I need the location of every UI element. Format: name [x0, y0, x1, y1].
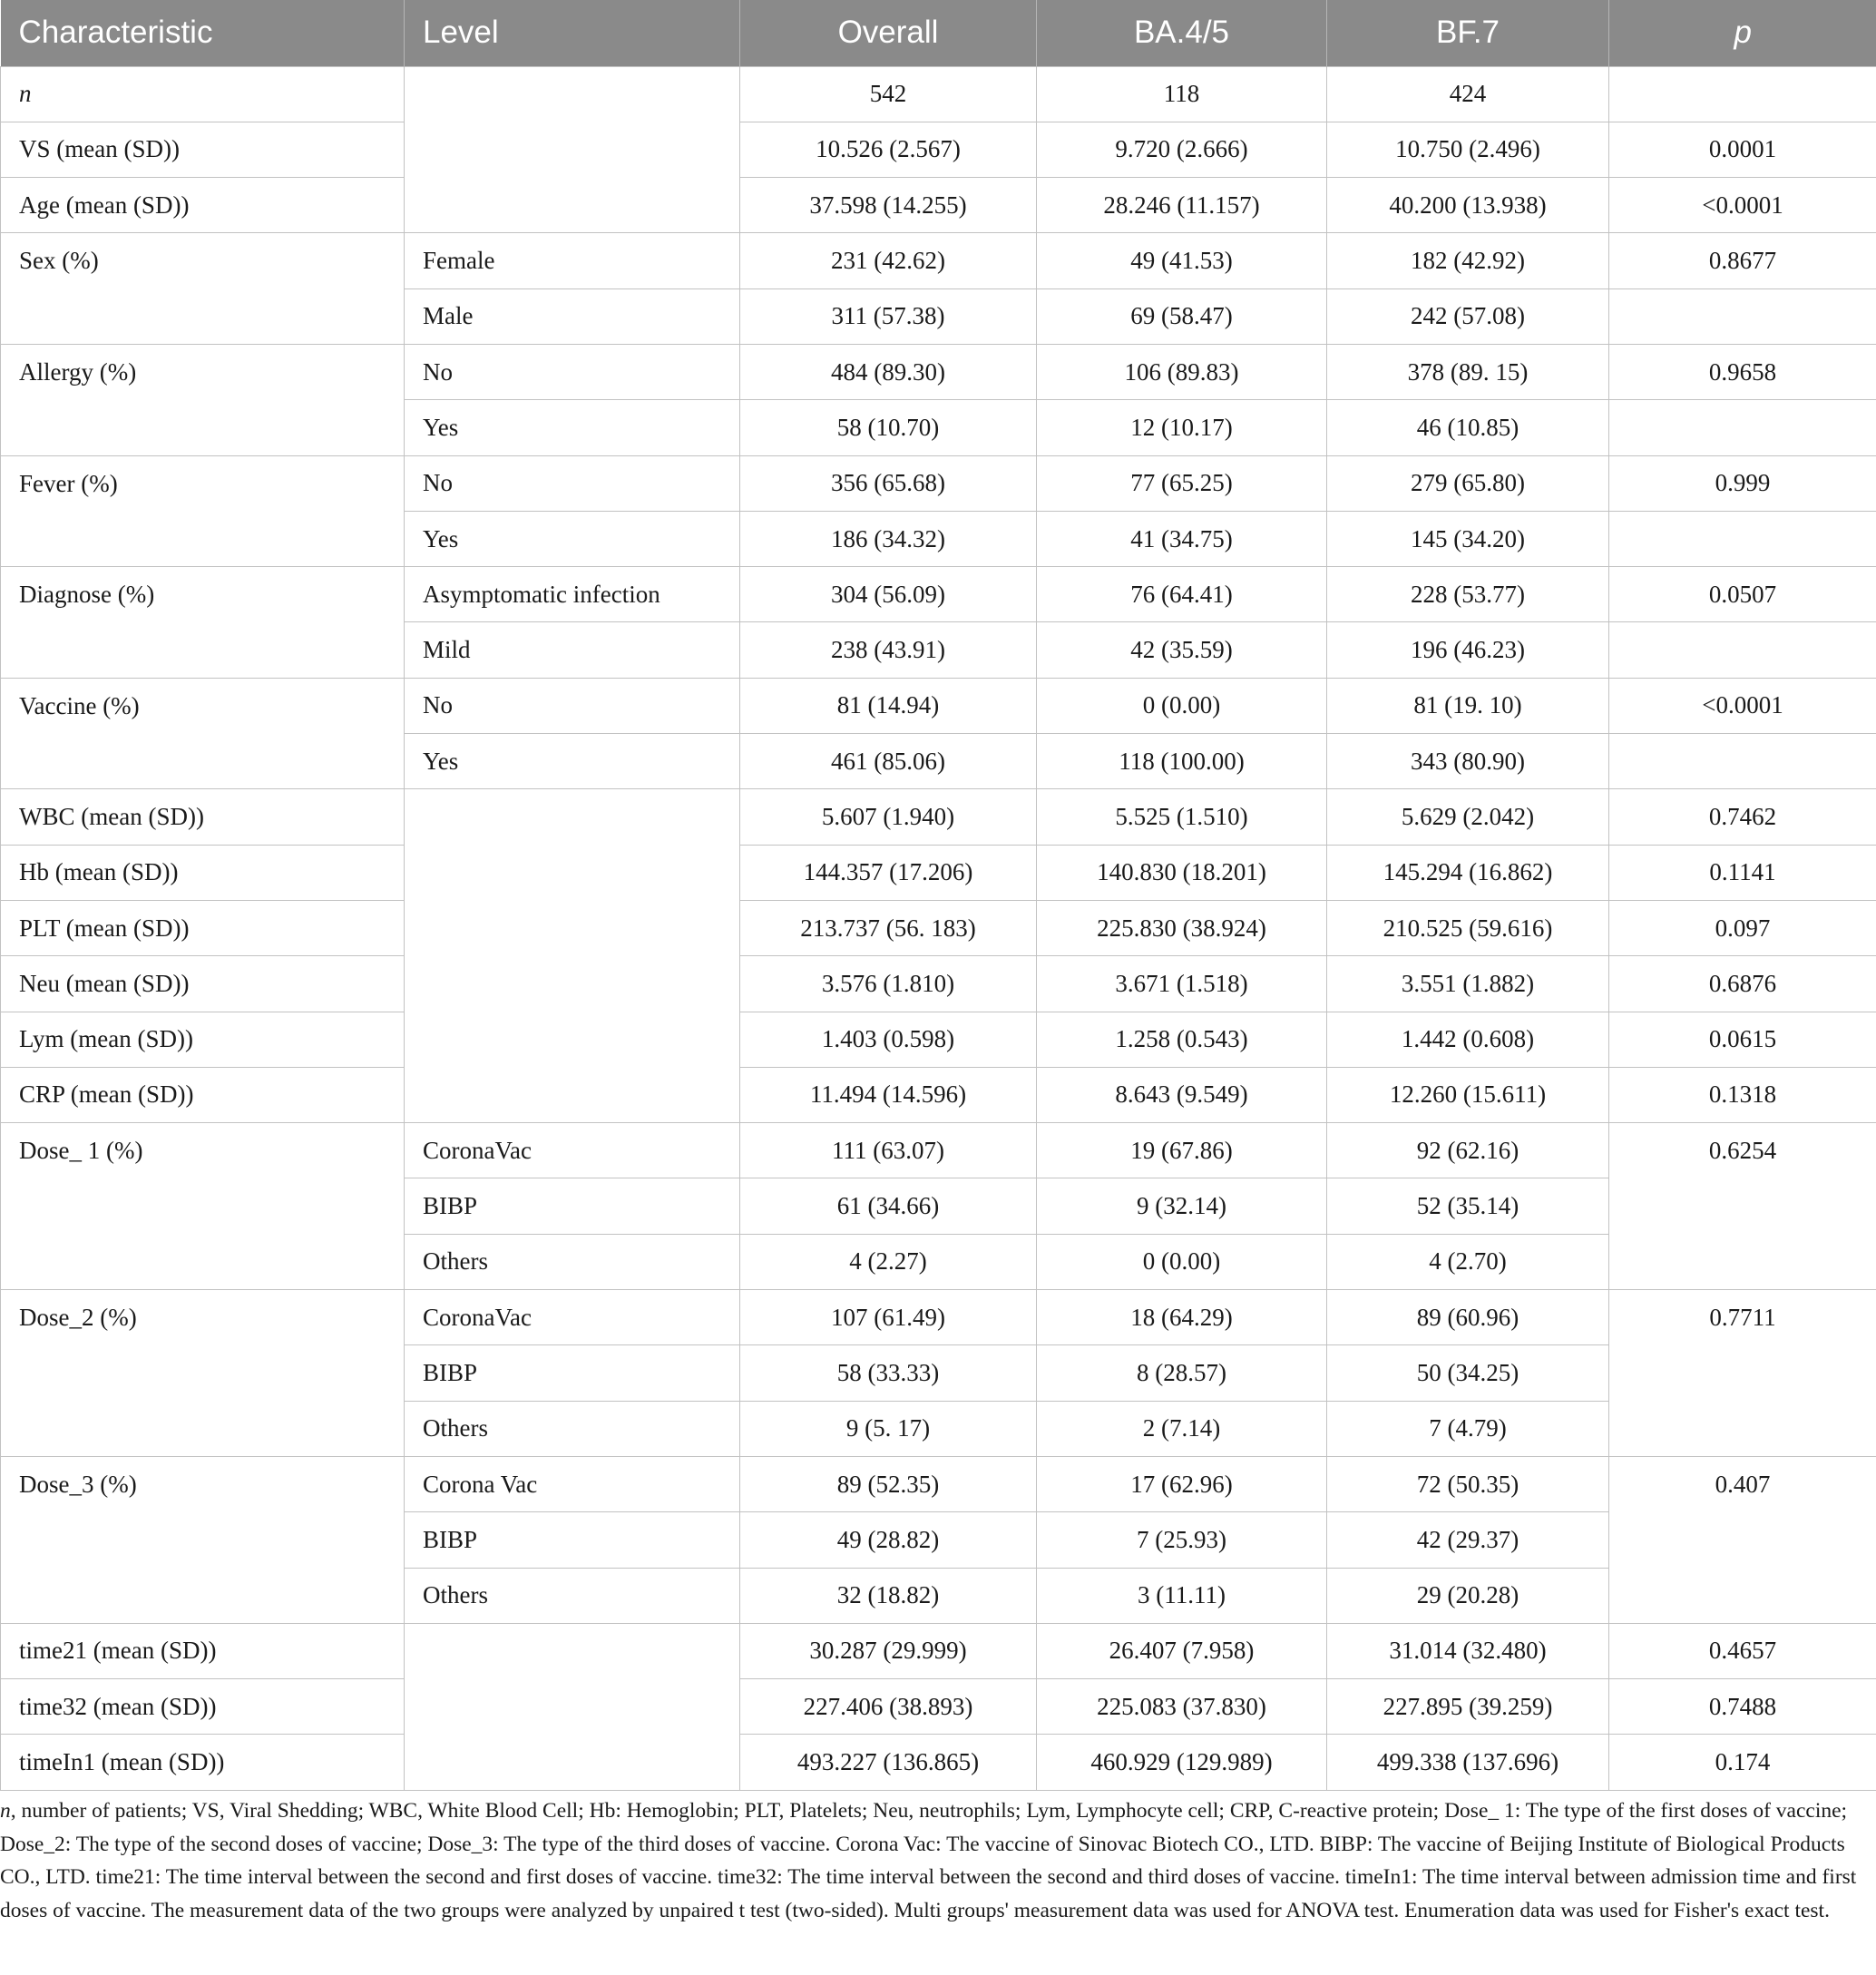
characteristic-cell: Sex (%): [1, 233, 405, 345]
overall-cell: 542: [740, 66, 1037, 122]
ba45-cell: 41 (34.75): [1037, 511, 1327, 566]
overall-cell: 356 (65.68): [740, 455, 1037, 511]
table-row: [1, 1123, 1876, 1178]
level-cell: No: [405, 455, 740, 511]
overall-cell: 61 (34.66): [740, 1178, 1037, 1234]
header-level: Level: [405, 0, 740, 66]
table-row: [1, 178, 1876, 233]
ba45-cell: 118 (100.00): [1037, 734, 1327, 789]
header-bf7: BF.7: [1327, 0, 1609, 66]
table-row: [1, 789, 1876, 845]
p-value-cell: 0.1318: [1609, 1067, 1876, 1122]
ba45-cell: 225.830 (38.924): [1037, 900, 1327, 955]
p-value-cell: 0.6254: [1609, 1123, 1876, 1290]
footnote-text: , number of patients; VS, Viral Shedding; WBC, White Blood Cell; Hb: Hemoglobin; PLT, Platelets; Neu, neutrophils; Lym, Lymphocyte cell; CRP, C-reactive protein; Dose_ 1: The type of the first doses of vaccine; Dose_2: The type of the second doses of vaccine; Dose_3: The type of the third doses of vaccine. Corona Vac: The vaccine of Sinovac Biotech CO., LTD. BIBP: The vaccine of Beijing Institute of Biological Products CO., LTD. time21: The time interval between the second and first doses of vaccine. time32: The time interval between the second and third doses of vaccine. timeIn1: The time interval between admission time and first doses of vaccine. The measurement data of the two groups were analyzed by unpaired t test (two-sided). Multi groups' measurement data was used for ANOVA test. Enumeration data was used for Fisher's exact test.: [0, 1799, 1857, 1922]
ba45-cell: 0 (0.00): [1037, 678, 1327, 733]
p-value-cell: [1609, 288, 1876, 344]
bf7-cell: 31.014 (32.480): [1327, 1623, 1609, 1678]
bf7-cell: 46 (10.85): [1327, 400, 1609, 455]
characteristic-cell: time32 (mean (SD)): [1, 1679, 405, 1735]
characteristic-cell: Allergy (%): [1, 344, 405, 455]
ba45-cell: 3 (11.11): [1037, 1568, 1327, 1623]
characteristic-cell: Diagnose (%): [1, 567, 405, 679]
bf7-cell: 145.294 (16.862): [1327, 845, 1609, 900]
ba45-cell: 42 (35.59): [1037, 622, 1327, 678]
overall-cell: 89 (52.35): [740, 1456, 1037, 1511]
characteristic-cell: time21 (mean (SD)): [1, 1623, 405, 1678]
overall-cell: 231 (42.62): [740, 233, 1037, 288]
bf7-cell: 424: [1327, 66, 1609, 122]
ba45-cell: 8.643 (9.549): [1037, 1067, 1327, 1122]
characteristic-cell: CRP (mean (SD)): [1, 1067, 405, 1122]
table-row: [1, 344, 1876, 399]
bf7-cell: 42 (29.37): [1327, 1512, 1609, 1568]
bf7-cell: 10.750 (2.496): [1327, 122, 1609, 177]
overall-cell: 10.526 (2.567): [740, 122, 1037, 177]
overall-cell: 144.357 (17.206): [740, 845, 1037, 900]
level-cell: CoronaVac: [405, 1290, 740, 1345]
level-cell: No: [405, 344, 740, 399]
overall-cell: 5.607 (1.940): [740, 789, 1037, 845]
ba45-cell: 9.720 (2.666): [1037, 122, 1327, 177]
ba45-cell: 69 (58.47): [1037, 288, 1327, 344]
ba45-cell: 28.246 (11.157): [1037, 178, 1327, 233]
characteristic-cell: Dose_ 1 (%): [1, 1123, 405, 1290]
overall-cell: 11.494 (14.596): [740, 1067, 1037, 1122]
p-value-cell: 0.0507: [1609, 567, 1876, 622]
table-row: [1, 1623, 1876, 1678]
overall-cell: 58 (33.33): [740, 1345, 1037, 1401]
ba45-cell: 19 (67.86): [1037, 1123, 1327, 1178]
characteristic-cell: PLT (mean (SD)): [1, 900, 405, 955]
table-row: [1, 1735, 1876, 1790]
table-row: [1, 1067, 1876, 1122]
p-value-cell: 0.6876: [1609, 956, 1876, 1012]
bf7-cell: 52 (35.14): [1327, 1178, 1609, 1234]
p-value-cell: 0.407: [1609, 1456, 1876, 1623]
table-row: [1, 1012, 1876, 1067]
level-cell: Male: [405, 288, 740, 344]
overall-cell: 238 (43.91): [740, 622, 1037, 678]
header-characteristic: Characteristic: [1, 0, 405, 66]
level-cell: [405, 1623, 740, 1790]
overall-cell: 111 (63.07): [740, 1123, 1037, 1178]
ba45-cell: 3.671 (1.518): [1037, 956, 1327, 1012]
level-cell: Asymptomatic infection: [405, 567, 740, 622]
level-cell: BIBP: [405, 1345, 740, 1401]
p-value-cell: 0.1141: [1609, 845, 1876, 900]
overall-cell: 32 (18.82): [740, 1568, 1037, 1623]
table-row: [1, 66, 1876, 122]
bf7-cell: 227.895 (39.259): [1327, 1679, 1609, 1735]
table-row: [1, 845, 1876, 900]
table-row: [1, 567, 1876, 622]
ba45-cell: 7 (25.93): [1037, 1512, 1327, 1568]
p-value-cell: [1609, 734, 1876, 789]
bf7-cell: 40.200 (13.938): [1327, 178, 1609, 233]
p-value-cell: <0.0001: [1609, 678, 1876, 733]
p-value-cell: 0.7711: [1609, 1290, 1876, 1457]
bf7-cell: 196 (46.23): [1327, 622, 1609, 678]
ba45-cell: 77 (65.25): [1037, 455, 1327, 511]
ba45-cell: 460.929 (129.989): [1037, 1735, 1327, 1790]
level-cell: Others: [405, 1234, 740, 1289]
ba45-cell: 2 (7.14): [1037, 1401, 1327, 1456]
p-value-cell: 0.0615: [1609, 1012, 1876, 1067]
bf7-cell: 4 (2.70): [1327, 1234, 1609, 1289]
level-cell: No: [405, 678, 740, 733]
overall-cell: 3.576 (1.810): [740, 956, 1037, 1012]
bf7-cell: 279 (65.80): [1327, 455, 1609, 511]
bf7-cell: 499.338 (137.696): [1327, 1735, 1609, 1790]
table-row: [1, 678, 1876, 733]
p-value-cell: 0.7462: [1609, 789, 1876, 845]
footnote-n-label: n: [0, 1799, 11, 1823]
level-cell: Yes: [405, 734, 740, 789]
characteristic-cell: Dose_3 (%): [1, 1456, 405, 1623]
overall-cell: 213.737 (56. 183): [740, 900, 1037, 955]
overall-cell: 493.227 (136.865): [740, 1735, 1037, 1790]
level-cell: CoronaVac: [405, 1123, 740, 1178]
table-row: [1, 1679, 1876, 1735]
ba45-cell: 49 (41.53): [1037, 233, 1327, 288]
p-value-cell: 0.097: [1609, 900, 1876, 955]
p-value-cell: 0.999: [1609, 455, 1876, 511]
bf7-cell: 72 (50.35): [1327, 1456, 1609, 1511]
overall-cell: 461 (85.06): [740, 734, 1037, 789]
table-footnote: [0, 1794, 1872, 1927]
p-value-cell: [1609, 622, 1876, 678]
ba45-cell: 8 (28.57): [1037, 1345, 1327, 1401]
level-cell: [405, 789, 740, 1123]
bf7-cell: 228 (53.77): [1327, 567, 1609, 622]
overall-cell: 1.403 (0.598): [740, 1012, 1037, 1067]
level-cell: Female: [405, 233, 740, 288]
characteristic-cell: Vaccine (%): [1, 678, 405, 789]
table-header-row: [1, 0, 1876, 66]
header-p-value: p: [1609, 0, 1876, 66]
table-row: [1, 455, 1876, 511]
p-value-cell: 0.4657: [1609, 1623, 1876, 1678]
ba45-cell: 76 (64.41): [1037, 567, 1327, 622]
bf7-cell: 5.629 (2.042): [1327, 789, 1609, 845]
bf7-cell: 343 (80.90): [1327, 734, 1609, 789]
level-cell: BIBP: [405, 1178, 740, 1234]
p-value-cell: [1609, 400, 1876, 455]
characteristic-cell: Dose_2 (%): [1, 1290, 405, 1457]
bf7-cell: 89 (60.96): [1327, 1290, 1609, 1345]
bf7-cell: 7 (4.79): [1327, 1401, 1609, 1456]
level-cell: Others: [405, 1568, 740, 1623]
header-ba45: BA.4/5: [1037, 0, 1327, 66]
table-row: [1, 956, 1876, 1012]
level-cell: Corona Vac: [405, 1456, 740, 1511]
characteristic-cell: timeIn1 (mean (SD)): [1, 1735, 405, 1790]
level-cell: BIBP: [405, 1512, 740, 1568]
level-cell: [405, 66, 740, 233]
overall-cell: 49 (28.82): [740, 1512, 1037, 1568]
overall-cell: 30.287 (29.999): [740, 1623, 1037, 1678]
overall-cell: 37.598 (14.255): [740, 178, 1037, 233]
overall-cell: 304 (56.09): [740, 567, 1037, 622]
ba45-cell: 17 (62.96): [1037, 1456, 1327, 1511]
bf7-cell: 1.442 (0.608): [1327, 1012, 1609, 1067]
overall-cell: 484 (89.30): [740, 344, 1037, 399]
table-row: [1, 233, 1876, 288]
bf7-cell: 12.260 (15.611): [1327, 1067, 1609, 1122]
ba45-cell: 0 (0.00): [1037, 1234, 1327, 1289]
level-cell: Others: [405, 1401, 740, 1456]
bf7-cell: 242 (57.08): [1327, 288, 1609, 344]
bf7-cell: 210.525 (59.616): [1327, 900, 1609, 955]
bf7-cell: 378 (89. 15): [1327, 344, 1609, 399]
table-row: [1, 1290, 1876, 1345]
characteristic-cell: Neu (mean (SD)): [1, 956, 405, 1012]
bf7-cell: 92 (62.16): [1327, 1123, 1609, 1178]
characteristic-cell: WBC (mean (SD)): [1, 789, 405, 845]
p-value-cell: 0.7488: [1609, 1679, 1876, 1735]
ba45-cell: 118: [1037, 66, 1327, 122]
characteristic-cell: n: [1, 66, 405, 122]
table-row: [1, 122, 1876, 177]
characteristic-cell: Age (mean (SD)): [1, 178, 405, 233]
p-value-cell: 0.8677: [1609, 233, 1876, 288]
p-value-cell: 0.0001: [1609, 122, 1876, 177]
overall-cell: 81 (14.94): [740, 678, 1037, 733]
p-value-cell: [1609, 66, 1876, 122]
bf7-cell: 3.551 (1.882): [1327, 956, 1609, 1012]
overall-cell: 4 (2.27): [740, 1234, 1037, 1289]
ba45-cell: 9 (32.14): [1037, 1178, 1327, 1234]
overall-cell: 9 (5. 17): [740, 1401, 1037, 1456]
characteristic-cell: VS (mean (SD)): [1, 122, 405, 177]
bf7-cell: 50 (34.25): [1327, 1345, 1609, 1401]
overall-cell: 58 (10.70): [740, 400, 1037, 455]
ba45-cell: 1.258 (0.543): [1037, 1012, 1327, 1067]
overall-cell: 186 (34.32): [740, 511, 1037, 566]
level-cell: Yes: [405, 400, 740, 455]
level-cell: Mild: [405, 622, 740, 678]
header-overall: Overall: [740, 0, 1037, 66]
ba45-cell: 12 (10.17): [1037, 400, 1327, 455]
p-value-cell: [1609, 511, 1876, 566]
ba45-cell: 140.830 (18.201): [1037, 845, 1327, 900]
table-row: [1, 900, 1876, 955]
p-value-cell: <0.0001: [1609, 178, 1876, 233]
bf7-cell: 145 (34.20): [1327, 511, 1609, 566]
overall-cell: 107 (61.49): [740, 1290, 1037, 1345]
characteristic-cell: Lym (mean (SD)): [1, 1012, 405, 1067]
p-value-cell: 0.9658: [1609, 344, 1876, 399]
level-cell: Yes: [405, 511, 740, 566]
ba45-cell: 18 (64.29): [1037, 1290, 1327, 1345]
bf7-cell: 182 (42.92): [1327, 233, 1609, 288]
ba45-cell: 106 (89.83): [1037, 344, 1327, 399]
overall-cell: 227.406 (38.893): [740, 1679, 1037, 1735]
characteristic-cell: Hb (mean (SD)): [1, 845, 405, 900]
table-row: [1, 1456, 1876, 1511]
overall-cell: 311 (57.38): [740, 288, 1037, 344]
ba45-cell: 5.525 (1.510): [1037, 789, 1327, 845]
bf7-cell: 81 (19. 10): [1327, 678, 1609, 733]
ba45-cell: 26.407 (7.958): [1037, 1623, 1327, 1678]
p-value-cell: 0.174: [1609, 1735, 1876, 1790]
bf7-cell: 29 (20.28): [1327, 1568, 1609, 1623]
ba45-cell: 225.083 (37.830): [1037, 1679, 1327, 1735]
characteristic-cell: Fever (%): [1, 455, 405, 567]
